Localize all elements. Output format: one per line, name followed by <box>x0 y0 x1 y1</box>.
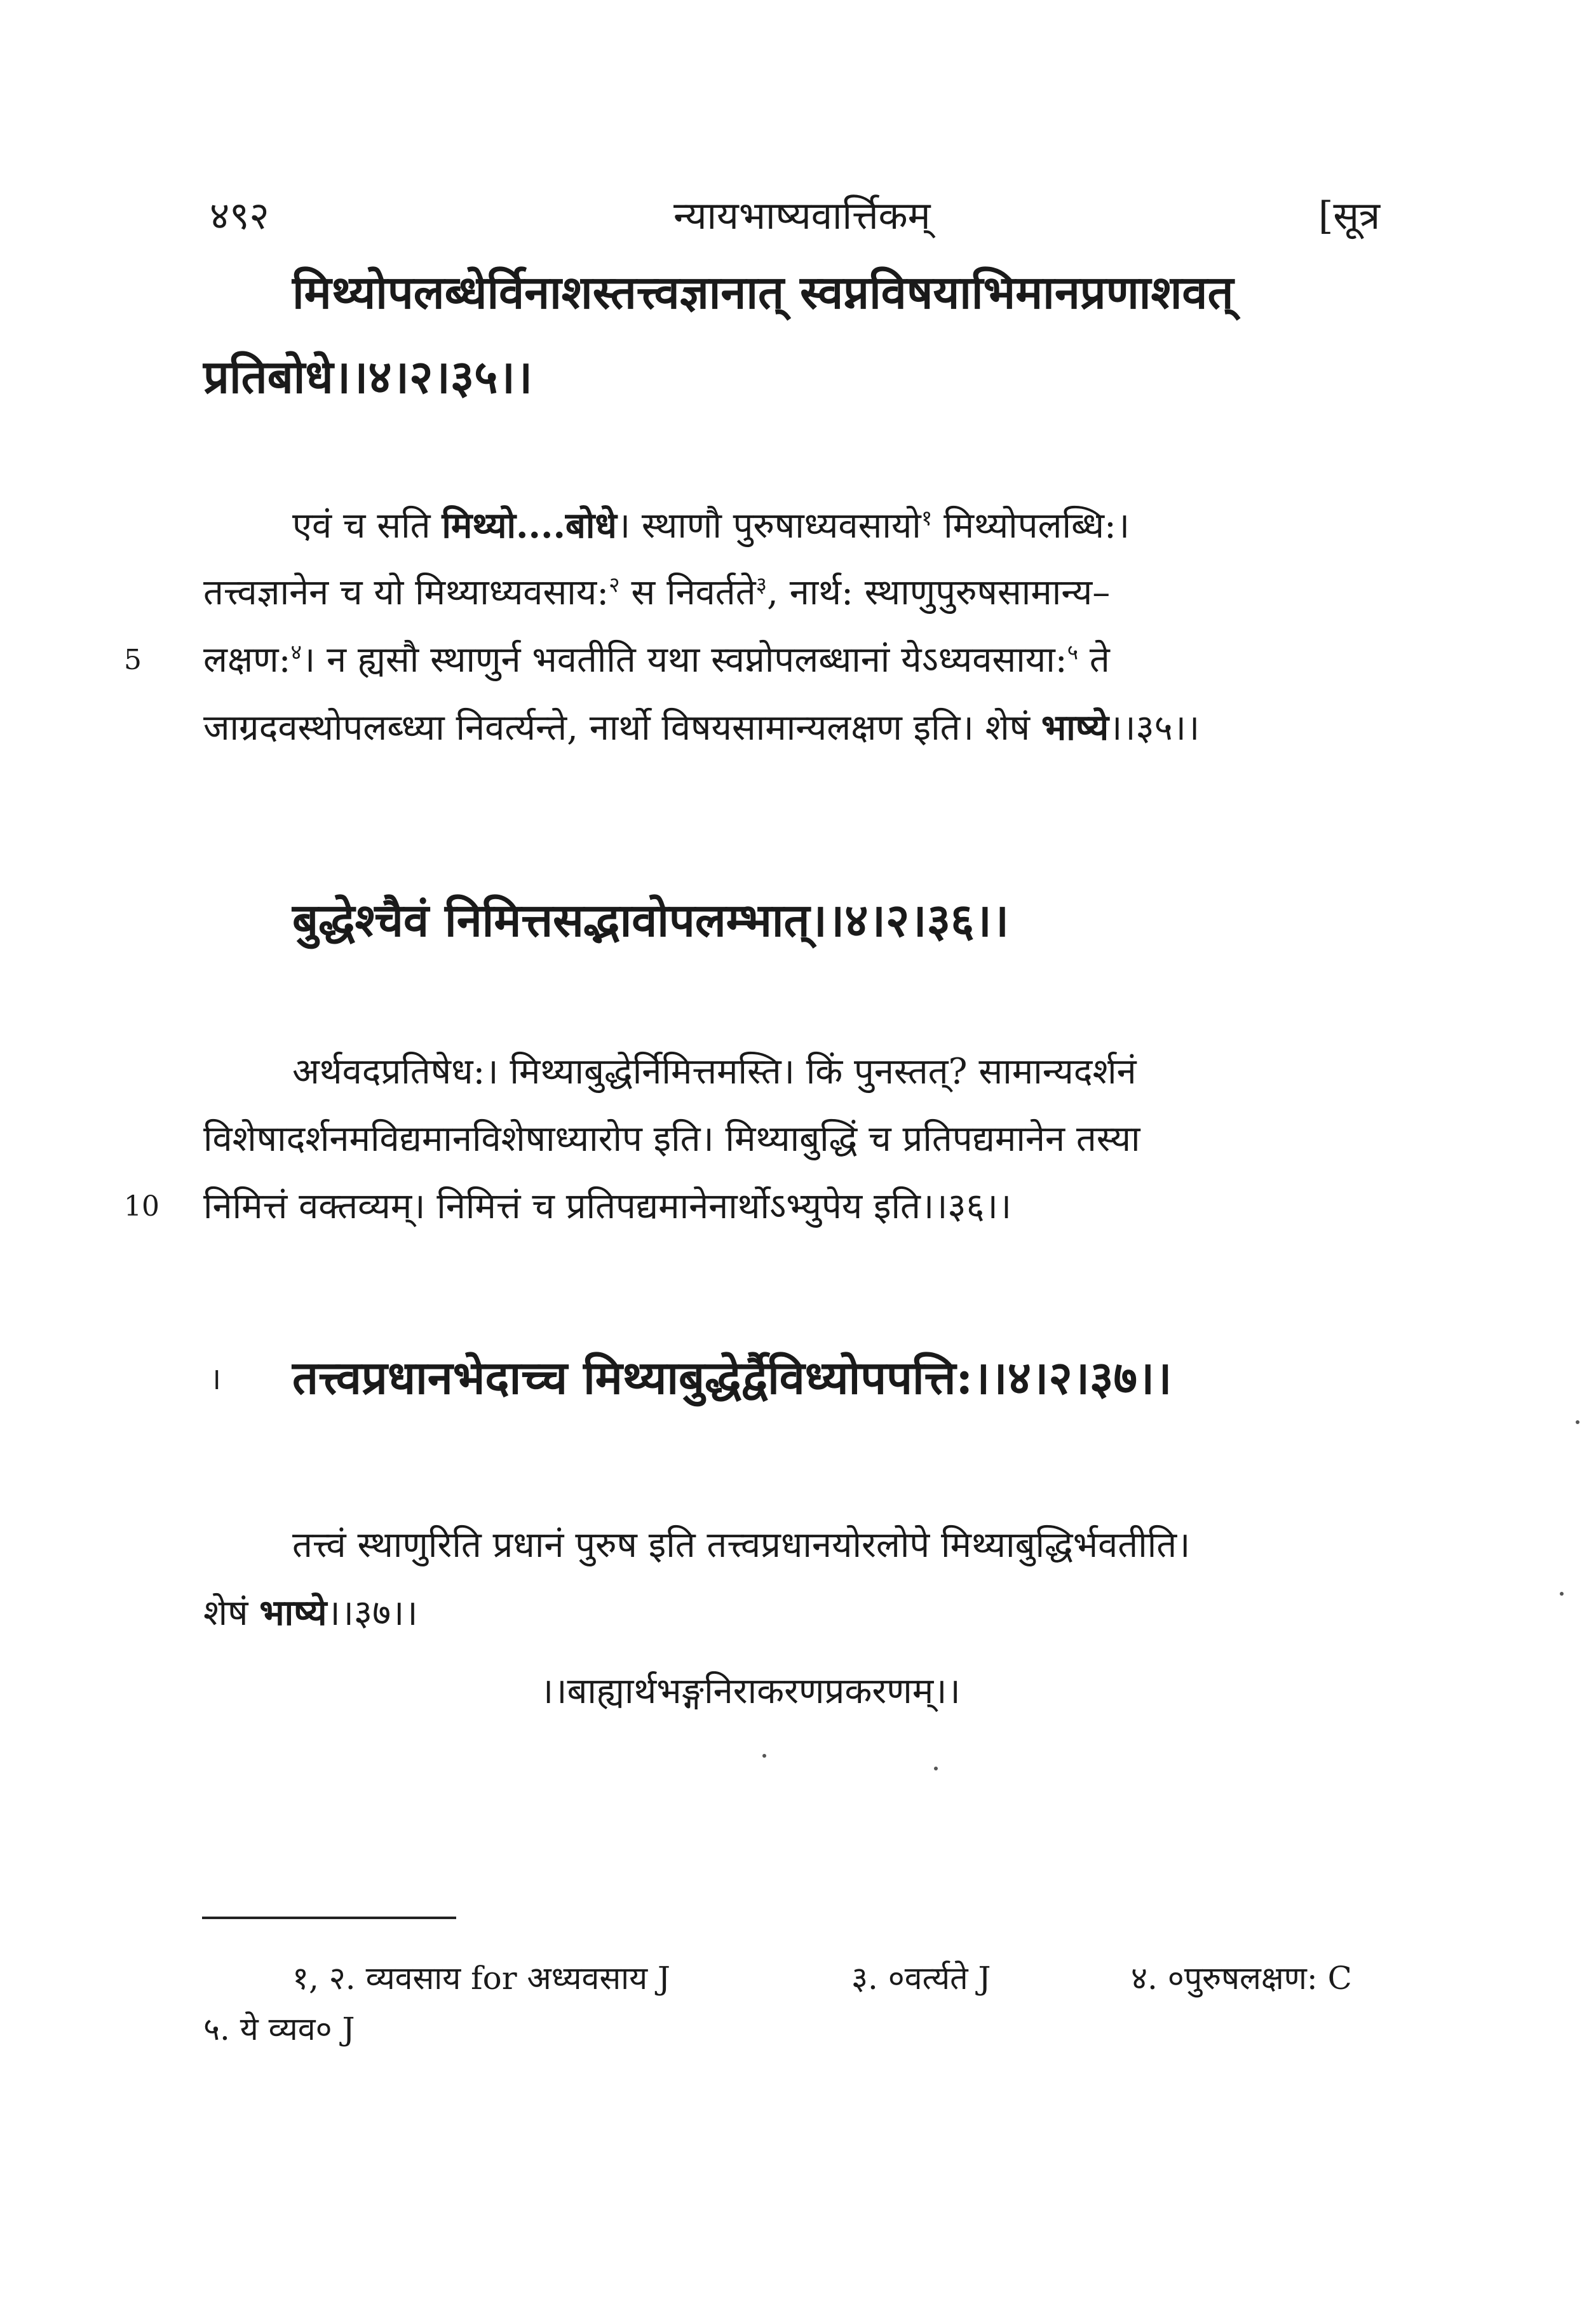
footnote-3: ३. ०वर्त्यते J <box>851 1960 991 1997</box>
line-number-5: 5 <box>124 644 142 676</box>
footnote-ref-1: १ <box>921 505 933 531</box>
footnote-ref-2: २ <box>609 572 620 597</box>
scan-speck <box>1576 1420 1579 1424</box>
footnote-ref-5: ५ <box>1067 639 1079 665</box>
scan-speck <box>934 1767 938 1770</box>
pratika: मिथ्यो....बोधे <box>442 505 617 547</box>
sutra-35-line-2: प्रतिबोधे।।४।२।३५।। <box>203 350 533 404</box>
commentary-35-line-4: जाग्रदवस्थोपलब्ध्या निवर्त्यन्ते, नार्थो विषयसामान्यलक्षण इति। शेषं भाष्ये।।३५।। <box>203 707 1200 749</box>
commentary-35-line-3: लक्षण:$^४$। न ह्यसौ स्थाणुर्न भवतीति यथा स्वप्नोपलब्धानां येऽध्यवसाया:$^५$ ते <box>203 639 1110 681</box>
footnote-1-2: १, २. व्यवसाय for अध्यवसाय J <box>292 1960 671 1997</box>
footnote-rule <box>202 1917 456 1919</box>
commentary-36-line-1: अर्थवदप्रतिषेध:। मिथ्याबुद्धेर्निमित्तमस्ति। किं पुनस्तत्? सामान्यदर्शनं <box>292 1051 1137 1092</box>
footnote-ref-3: ३ <box>755 572 768 597</box>
section-marker: [सूत्र <box>1318 194 1381 238</box>
sutra-36: बुद्धेश्चैवं निमित्तसद्भावोपलम्भात्।।४।२।३६।। <box>292 893 1010 947</box>
sutra-37: तत्त्वप्रधानभेदाच्च मिथ्याबुद्धेर्द्वैविध्योपपत्ति:।।४।२।३७।। <box>292 1350 1172 1404</box>
footnote-ref-4: ४ <box>290 639 302 665</box>
margin-mark: । <box>210 1361 222 1397</box>
commentary-35-line-1: एवं च सति मिथ्यो....बोधे। स्थाणौ पुरुषाध्यवसायो$^१$ मिथ्योपलब्धि:। <box>292 505 1130 547</box>
footnote-4: ४. ०पुरुषलक्षण: C <box>1131 1960 1352 1997</box>
commentary-36-line-2: विशेषादर्शनमविद्यमानविशेषाध्यारोप इति। मिथ्याबुद्धिं च प्रतिपद्यमानेन तस्या <box>203 1118 1140 1160</box>
commentary-36-line-3: निमित्तं वक्तव्यम्। निमित्तं च प्रतिपद्यमानेनार्थोऽभ्युपेय इति।।३६।। <box>203 1186 1012 1227</box>
commentary-35-line-2: तत्त्वज्ञानेन च यो मिथ्याध्यवसाय:$^२$ स निवर्तते$^३$, नार्थ: स्थाणुपुरुषसामान्य– <box>203 572 1111 613</box>
page-number: ४९२ <box>210 194 269 238</box>
footnote-5: ५. ये व्यव० J <box>203 2011 355 2047</box>
line-number-10: 10 <box>124 1190 159 1223</box>
running-title: न्यायभाष्यवार्त्तिकम् <box>673 194 931 238</box>
section-end-title: ।।बाह्यार्थभङ्गनिराकरणप्रकरणम्।। <box>540 1671 961 1712</box>
commentary-37-line-1: तत्त्वं स्थाणुरिति प्रधानं पुरुष इति तत्त्वप्रधानयोरलोपे मिथ्याबुद्धिर्भवतीति। <box>292 1524 1191 1566</box>
commentary-37-line-2: शेषं भाष्ये।।३७।। <box>203 1592 418 1634</box>
scan-speck <box>762 1754 766 1758</box>
sutra-35-line-1: मिथ्योपलब्धेर्विनाशस्तत्त्वज्ञानात् स्वप्नविषयाभिमानप्रणाशवत् <box>292 265 1234 319</box>
scan-speck <box>1560 1592 1564 1596</box>
